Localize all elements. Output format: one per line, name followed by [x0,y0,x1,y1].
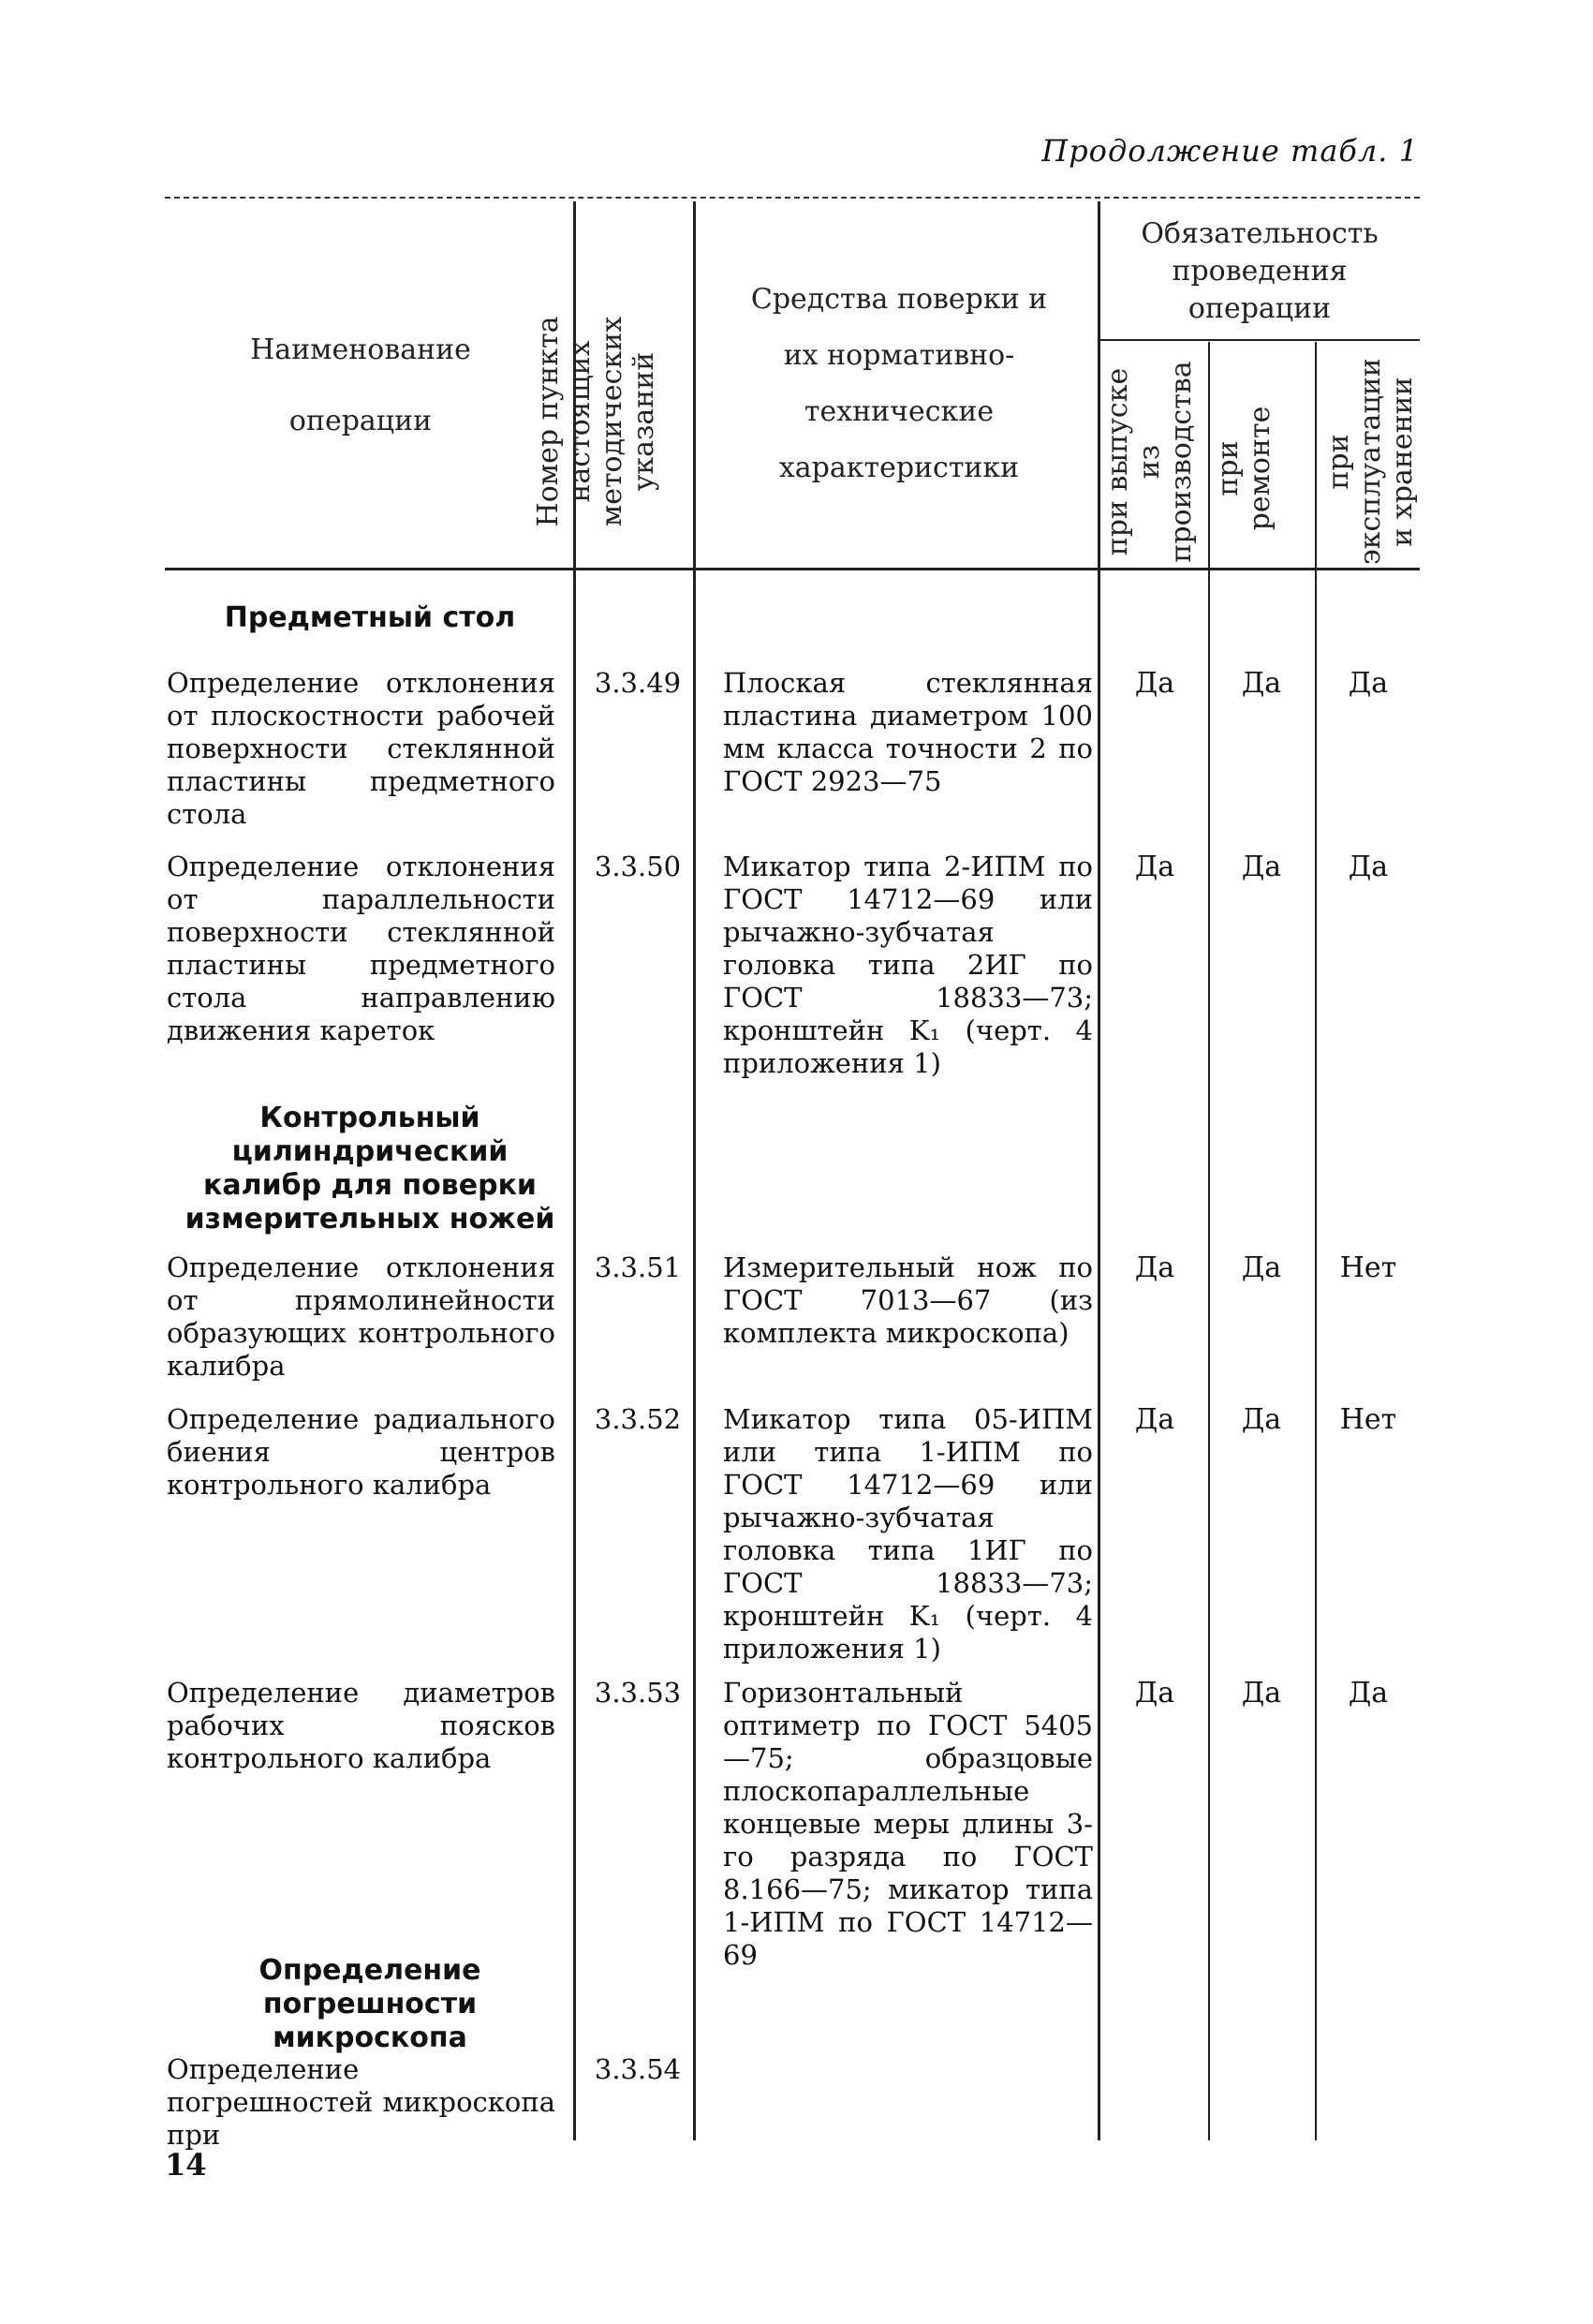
header-verification-means: Средства поверки и их нормативно-технические характеристики [750,283,1048,484]
section-heading: Предметный стол [224,601,516,634]
at-release-value: Да [1134,1677,1175,1710]
at-repair-value: Да [1241,1251,1282,1284]
header-bottom-rule [165,568,1420,570]
at-operation-value: Да [1348,851,1389,883]
item-number: 3.3.49 [594,667,682,699]
obligation-subheader-rule [1098,339,1420,341]
verification-means: Измерительный нож по ГОСТ 7013—67 (из комплекта микроскопа) [723,1251,1093,1349]
at-operation-value: Нет [1339,1403,1397,1436]
operation-name: Определение отклонения от плоскостности рабочей поверхности стеклянной пластины предметного стола [167,667,555,830]
header-operation-name: Наименование операции [250,333,471,437]
at-repair-value: Да [1241,851,1282,883]
at-release-value: Да [1134,1251,1175,1284]
header-at-release: при выпуске из производства [1101,361,1198,563]
item-number: 3.3.52 [594,1403,682,1435]
operation-name: Определение отклонения от прямолинейности образующих контрольного калибра [167,1251,555,1382]
section-heading: Контрольный цилиндрический калибр для поверки измерительных ножей [184,1102,555,1236]
operation-name: Определение отклонения от параллельности поверхности стеклянной пластины предметного стола направлению движения кареток [167,851,555,1046]
at-operation-value: Да [1348,1677,1389,1710]
operation-name: Определение радиального биения центров контрольного калибра [167,1403,555,1501]
item-number: 3.3.50 [594,851,682,882]
table-continuation-caption: Продолжение табл. 1 [1041,133,1419,169]
item-number: 3.3.54 [594,2053,682,2085]
column-divider-means [1098,201,1100,2140]
at-release-value: Да [1134,851,1175,883]
verification-means: Микатор типа 05-ИПМ или типа 1-ИПМ по ГОСТ 14712—69 или рычажно-зубчатая головка типа 1ИГ по ГОСТ 18833—73; кронштейн K₁ (черт. 4 приложения 1) [723,1403,1093,1665]
item-number: 3.3.53 [594,1677,682,1709]
header-at-operation: при эксплуатации и хранении [1322,358,1419,565]
column-divider-release [1208,342,1210,2140]
at-release-value: Да [1134,1403,1175,1436]
at-repair-value: Да [1241,667,1282,700]
verification-means: Микатор типа 2-ИПМ по ГОСТ 14712—69 или рычажно-зубчатая головка типа 2ИГ по ГОСТ 18833—73; кронштейн K₁ (черт. 4 приложения 1) [723,851,1093,1079]
column-divider-num [693,201,696,2140]
page-number: 14 [165,2147,207,2183]
at-release-value: Да [1134,667,1175,700]
at-repair-value: Да [1241,1403,1282,1436]
operation-name: Определение диаметров рабочих поясков контрольного калибра [167,1677,555,1774]
at-operation-value: Нет [1339,1251,1397,1284]
at-repair-value: Да [1241,1677,1282,1710]
operation-name: Определение погрешностей микроскопа при [167,2053,555,2151]
column-divider-repair [1315,342,1317,2140]
header-obligation: Обязательность проведения операции [1141,217,1379,325]
item-number: 3.3.51 [594,1251,682,1283]
header-item-number: Номер пункта настоящих методических указаний [532,316,660,527]
verification-means: Горизонтальный оптиметр по ГОСТ 5405—75; образцовые плоскопараллельные концевые меры длины 3-го разряда по ГОСТ 8.166—75; микатор типа 1-ИПМ по ГОСТ 14712—69 [723,1677,1093,1971]
table-top-rule [165,197,1420,199]
verification-means: Плоская стеклянная пластина диаметром 100 мм класса точности 2 по ГОСТ 2923—75 [723,667,1093,797]
section-heading: Определение погрешности микроскопа [258,1954,481,2054]
header-at-repair: при ремонте [1212,406,1276,531]
at-operation-value: Да [1348,667,1389,700]
